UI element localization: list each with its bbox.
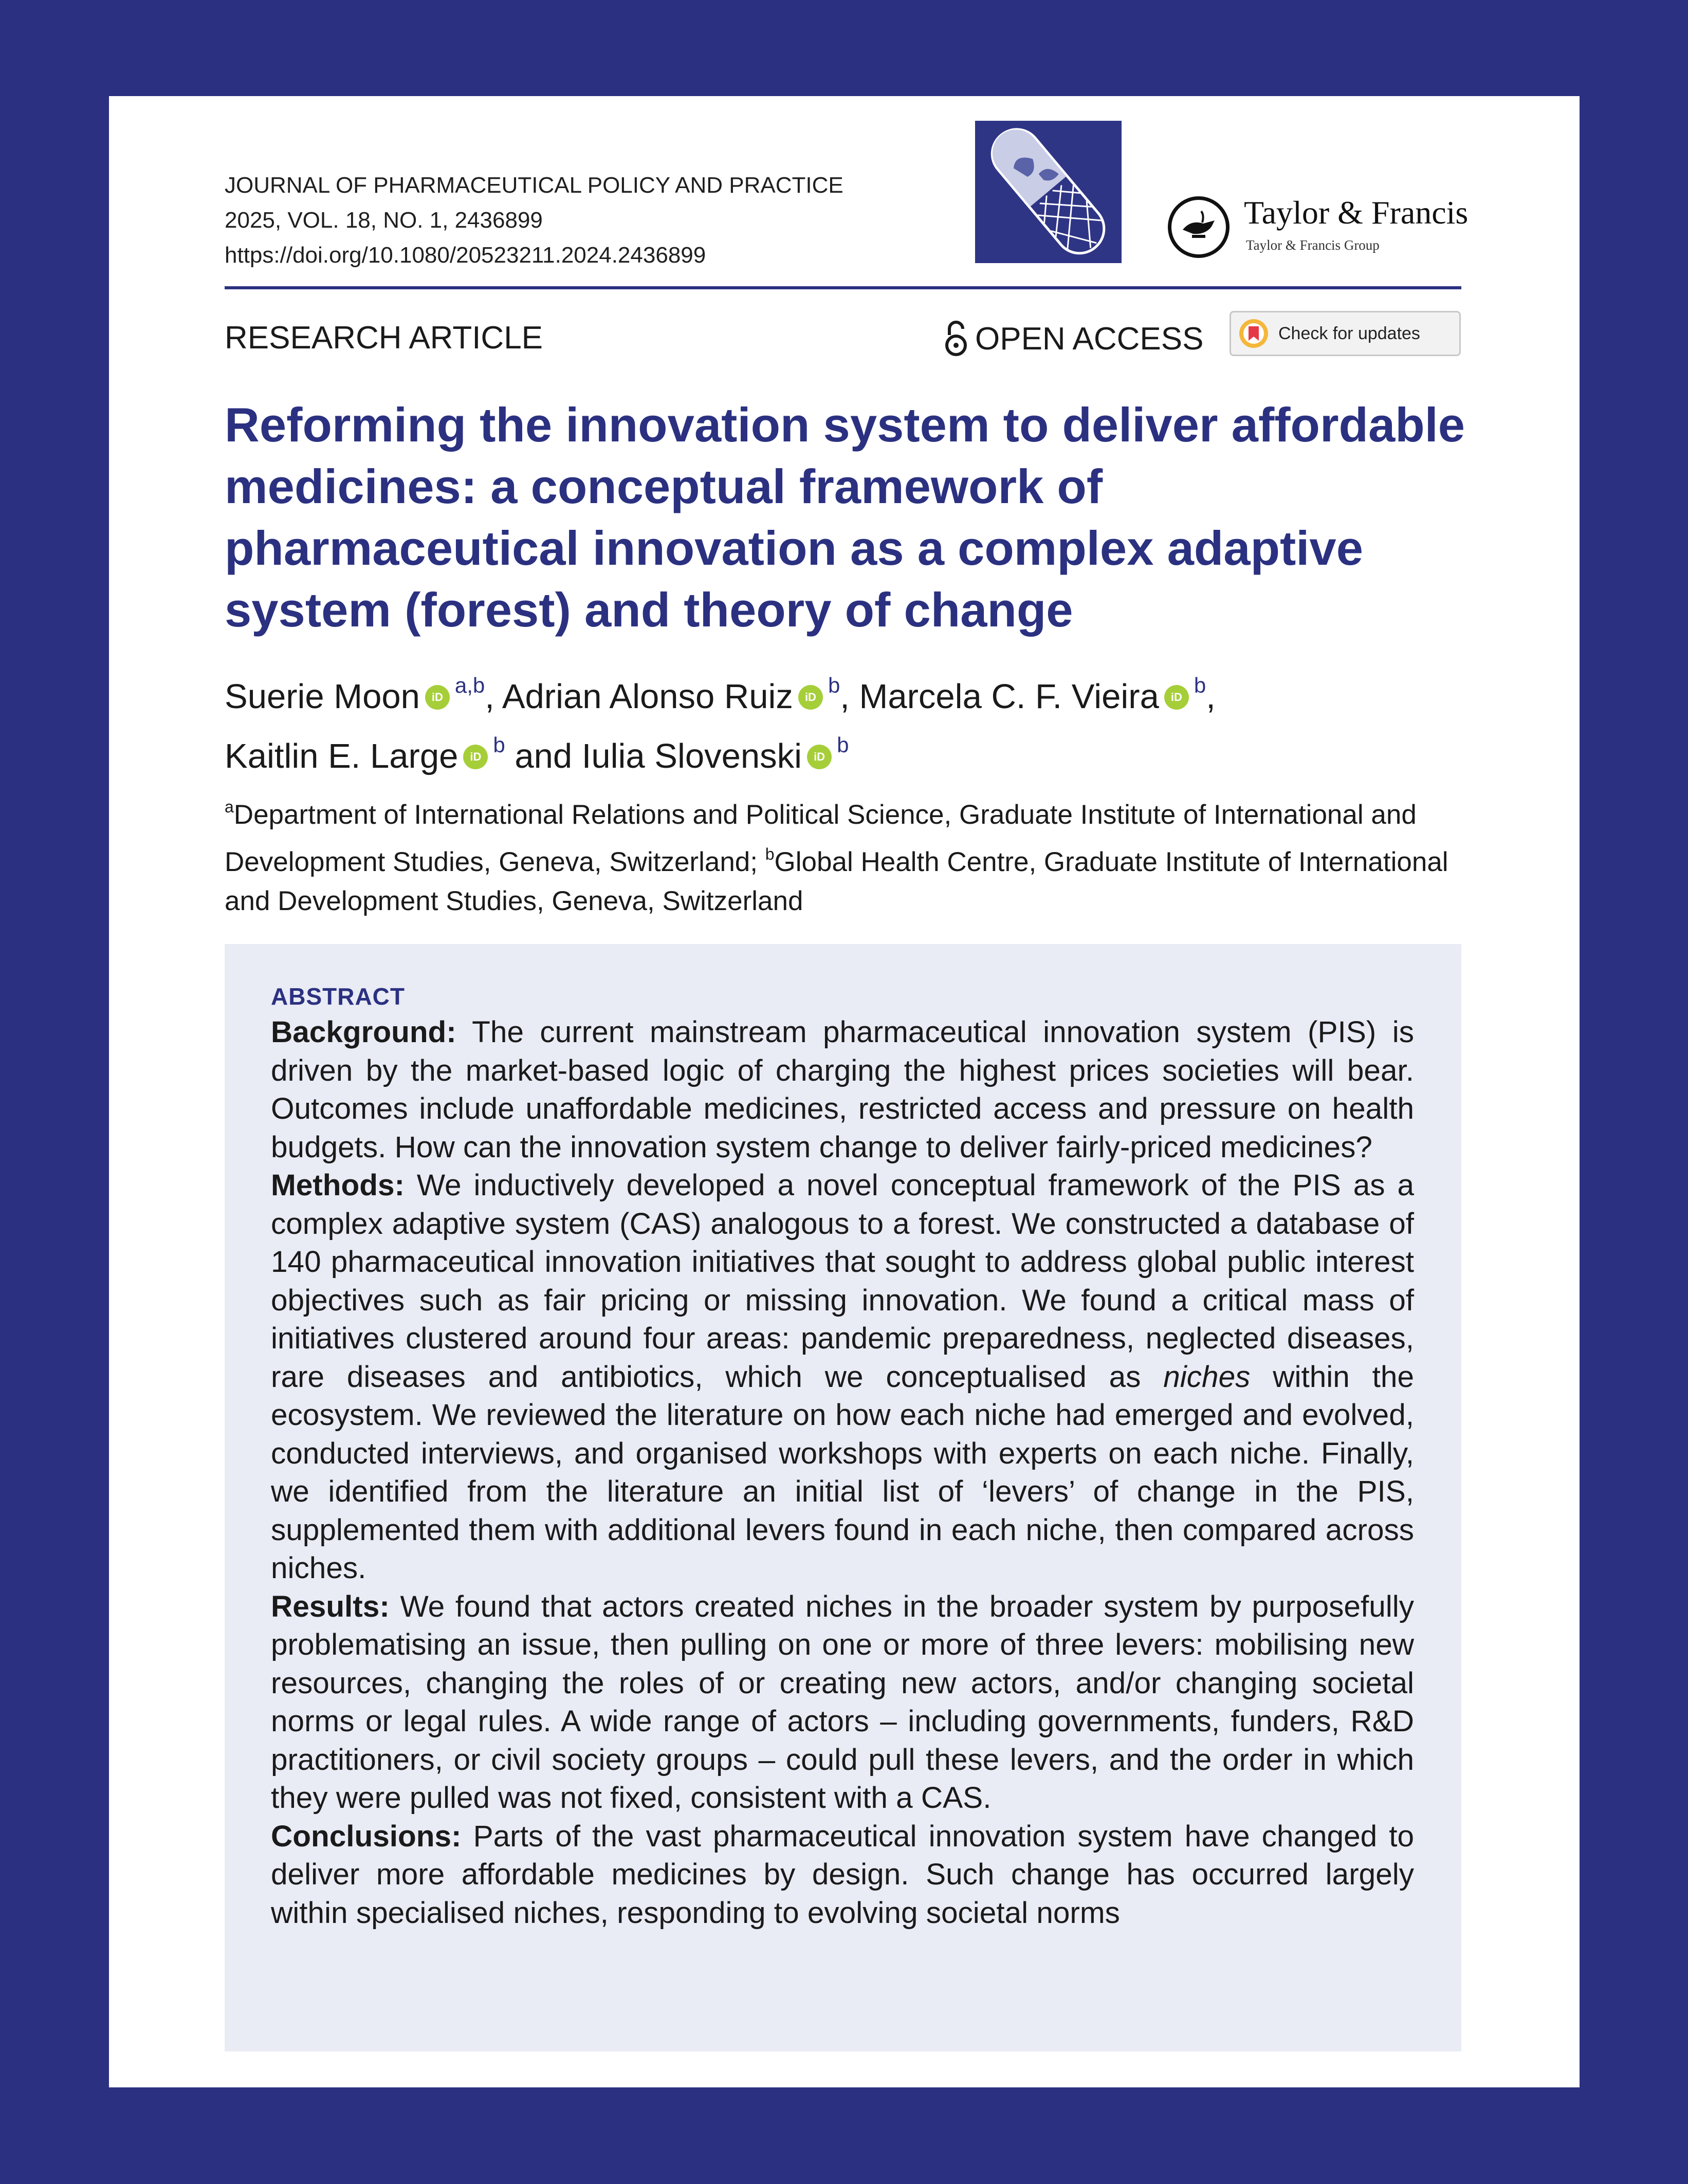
affiliations bbox=[225, 787, 1469, 921]
author-separator: , bbox=[485, 677, 502, 716]
methods-text-2: within the ecosystem. We reviewed the literature on how each niche had emerged and evolved, conducted interviews, and organised workshops with experts on each niche. Finally, we identified from the literature an initial list of ‘levers’ of change in the PIS, supplemented them with additional levers found in each niche, then compared across niches. bbox=[271, 1360, 1414, 1585]
doi-link[interactable]: https://doi.org/10.1080/20523211.2024.2436899 bbox=[225, 243, 706, 268]
journal-cover-logo bbox=[975, 121, 1122, 263]
author-name[interactable]: Marcela C. F. Vieira bbox=[859, 677, 1159, 716]
open-access-label bbox=[944, 320, 1203, 358]
author-affiliation-mark: b bbox=[493, 733, 505, 757]
author-separator: and bbox=[505, 737, 582, 775]
orcid-icon[interactable]: iD bbox=[1164, 685, 1189, 710]
abstract-conclusions bbox=[271, 1818, 1414, 1933]
author-separator: , bbox=[840, 677, 859, 716]
author-separator: , bbox=[1206, 677, 1216, 716]
check-updates-button[interactable] bbox=[1230, 311, 1461, 356]
orcid-icon[interactable]: iD bbox=[798, 685, 823, 710]
abstract-results bbox=[271, 1588, 1414, 1818]
journal-volume: 2025, VOL. 18, NO. 1, 2436899 bbox=[225, 208, 543, 233]
journal-info bbox=[225, 168, 843, 273]
author-affiliation-mark: b bbox=[837, 733, 849, 757]
background-text: The current mainstream pharmaceutical innovation system (PIS) is driven by the market-based logic of charging the highest prices societies will bear. Outcomes include unaffordable medicines, restricted access and pressure on health budgets. How can the innovation system change to deliver fairly-priced medicines? bbox=[271, 1015, 1414, 1164]
check-updates-label: Check for updates bbox=[1278, 323, 1420, 343]
conclusions-label: Conclusions: bbox=[271, 1819, 462, 1853]
open-lock-icon bbox=[944, 320, 968, 358]
results-label: Results: bbox=[271, 1589, 390, 1623]
orcid-icon[interactable]: iD bbox=[807, 745, 832, 769]
abstract-heading: ABSTRACT bbox=[271, 983, 405, 1010]
capsule-globe-icon bbox=[975, 121, 1122, 263]
results-text: We found that actors created niches in the broader system by purposefully problematising an issue, then pulling on one or more of three levers: mobilising new resources, changing the roles of or creating new actors, and/or changing societal norms or legal rules. A wide range of actors – including governments, funders, R&D practitioners, or civil society groups – could pull these levers, and the order in which they were pulled was not fixed, consistent with a CAS. bbox=[271, 1589, 1414, 1815]
abstract-background bbox=[271, 1013, 1414, 1167]
conclusions-text: Parts of the vast pharmaceutical innovation system have changed to deliver more affordable medicines by design. Such change has occurred largely within specialised niches, responding to evolving societal norms bbox=[271, 1819, 1414, 1930]
publisher-logo bbox=[1168, 194, 1476, 261]
author-name[interactable]: Suerie Moon bbox=[225, 677, 420, 716]
author-name[interactable]: Kaitlin E. Large bbox=[225, 737, 458, 775]
abstract-box bbox=[225, 944, 1461, 2051]
affil-b-text: Global Health Centre, Graduate Institute of International and Development Studies, Geneva, Switzerland bbox=[225, 847, 1448, 916]
author-list bbox=[225, 661, 1469, 781]
article-type: RESEARCH ARTICLE bbox=[225, 320, 543, 356]
publisher-group: Taylor & Francis Group bbox=[1246, 237, 1380, 253]
journal-name: JOURNAL OF PHARMACEUTICAL POLICY AND PRACTICE bbox=[225, 173, 843, 198]
open-access-text: OPEN ACCESS bbox=[975, 321, 1204, 357]
author-affiliation-mark: b bbox=[828, 673, 840, 697]
publisher-name: Taylor & Francis bbox=[1244, 194, 1469, 231]
bookmark-update-icon bbox=[1238, 318, 1269, 349]
author-name[interactable]: Adrian Alonso Ruiz bbox=[502, 677, 793, 716]
methods-emphasis: niches bbox=[1163, 1360, 1251, 1394]
lamp-icon bbox=[1168, 196, 1230, 258]
affil-b-mark: b bbox=[765, 845, 775, 863]
header-rule bbox=[225, 286, 1461, 289]
background-label: Background: bbox=[271, 1015, 456, 1049]
article-page bbox=[109, 96, 1580, 2087]
orcid-icon[interactable]: iD bbox=[463, 745, 488, 769]
methods-text-1: We inductively developed a novel conceptual framework of the PIS as a complex adaptive system (CAS) analogous to a forest. We constructed a database of 140 pharmaceutical innovation initiatives that sought to address global public interest objectives such as fair pricing or missing innovation. We found a critical mass of initiatives clustered around four areas: pandemic preparedness, neglected diseases, rare diseases and antibiotics, which we conceptualised as bbox=[271, 1169, 1414, 1394]
orcid-icon[interactable]: iD bbox=[425, 685, 450, 710]
author-affiliation-mark: b bbox=[1194, 673, 1206, 697]
affil-a-mark: a bbox=[225, 798, 234, 816]
methods-label: Methods: bbox=[271, 1169, 405, 1202]
author-name[interactable]: Iulia Slovenski bbox=[581, 737, 802, 775]
article-title: Reforming the innovation system to deliver affordable medicines: a conceptual framework of pharmaceutical innovation as a complex adaptive system (forest) and theory of change bbox=[225, 398, 1465, 637]
author-affiliation-mark: a,b bbox=[454, 673, 485, 697]
abstract-body bbox=[271, 1013, 1414, 1932]
affil-a-text: Department of International Relations and Political Science, Graduate Institute of International and Development Studies, Geneva, Switzerland; bbox=[225, 800, 1417, 877]
abstract-methods bbox=[271, 1167, 1414, 1588]
